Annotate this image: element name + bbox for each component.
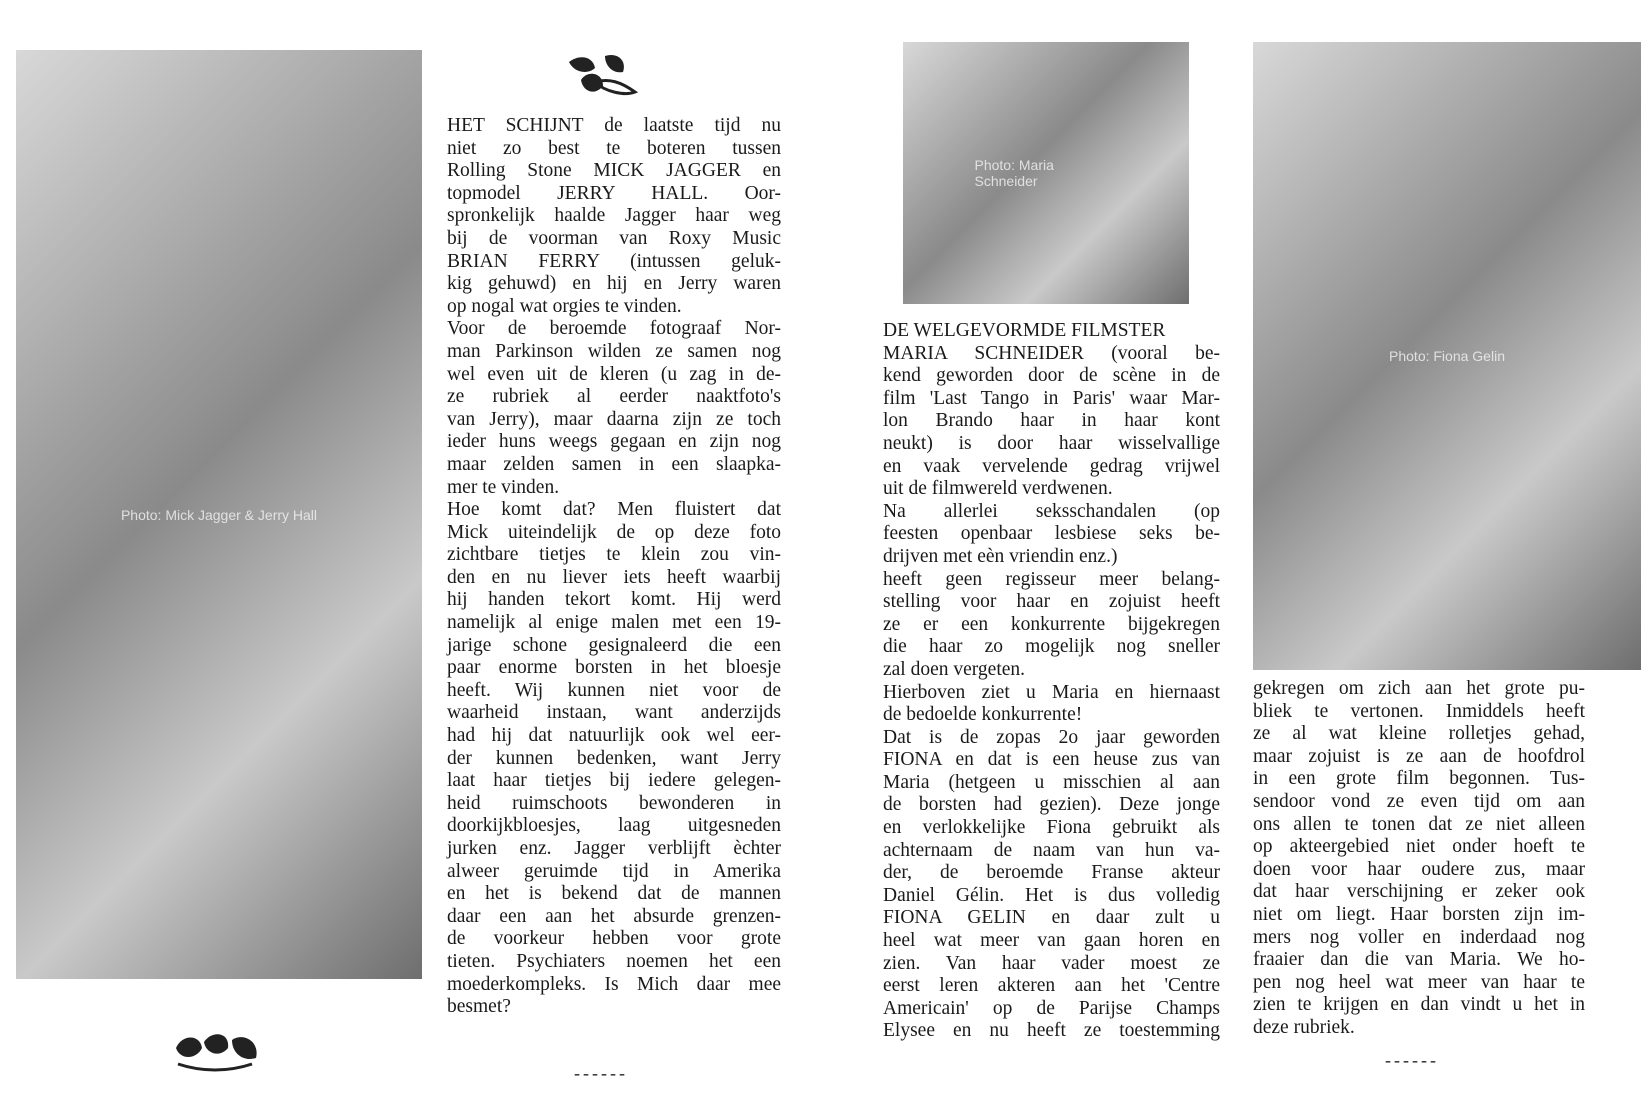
text-line: feesten openbaar lesbiese seks be-	[883, 523, 1220, 545]
text-line: MARIA SCHNEIDER (vooral be-	[883, 342, 1220, 364]
text-line: sendoor vond ze even tijd om aan	[1253, 790, 1585, 812]
text-line: Americain' op de Parijse Champs	[883, 997, 1220, 1019]
text-line: pen nog heel wat meer van haar te	[1253, 971, 1585, 993]
text-line: dat haar verschijning er zeker ook	[1253, 881, 1585, 903]
text-line: zien te krijgen en dan vindt u het in	[1253, 994, 1585, 1016]
text-line: DE WELGEVORMDE FILMSTER	[883, 320, 1166, 341]
text-line: zichtbare tietjes te klein zou vin-	[447, 544, 781, 566]
text-line: die haar zo mogelijk nog sneller	[883, 636, 1220, 658]
text-line: namelijk al enige malen met een 19-	[447, 612, 781, 634]
text-line: mer te vinden.	[447, 476, 560, 498]
text-line: de bedoelde konkurrente!	[883, 704, 1083, 726]
text-line: niet zo best te boteren tussen	[447, 137, 781, 159]
text-line: laat haar tietjes bij iedere gelegen-	[447, 770, 781, 792]
text-line: neukt) is door haar wisselvallige	[883, 432, 1220, 454]
text-line: FIONA GELIN en daar zult u	[883, 907, 1220, 929]
text-line: topmodel JERRY HALL. Oor-	[447, 182, 781, 204]
text-line: jarige schone gesignaleerd die een	[447, 634, 781, 656]
text-line: op nogal wat orgies te vinden.	[447, 295, 682, 317]
text-line: zal doen vergeten.	[883, 658, 1026, 680]
text-line: Voor de beroemde fotograaf Nor-	[447, 318, 781, 340]
article-column-1	[447, 115, 781, 1019]
leaf-ornament-top-icon	[565, 52, 641, 100]
text-line: ons allen te tonen dat ze niet alleen	[1253, 813, 1585, 835]
text-line: stelling voor haar en zojuist heeft	[883, 591, 1220, 613]
photo-maria-schneider	[903, 42, 1189, 304]
text-line: Dat is de zopas 2o jaar geworden	[883, 726, 1220, 748]
photo-fiona-gelin	[1253, 42, 1641, 670]
text-line: ze er een konkurrente bijgekregen	[883, 613, 1220, 635]
text-line: mers nog voller en inderdaad nog	[1253, 926, 1585, 948]
text-line: bliek te vertonen. Inmiddels heeft	[1253, 700, 1585, 722]
text-line: tieten. Psychiaters noemen het een	[447, 950, 781, 972]
article-column-2	[883, 320, 1220, 1043]
text-line: achternaam de naam van hun va-	[883, 839, 1220, 861]
text-line: de borsten had gezien). Deze jonge	[883, 794, 1220, 816]
text-line: had hij dat natuurlijk ook wel eer-	[447, 725, 781, 747]
text-line: van Jerry), maar daarna zijn ze toch	[447, 408, 781, 430]
text-line: en vaak vervelende gedrag vrijwel	[883, 455, 1220, 477]
text-line: Na allerlei seksschandalen (op	[883, 500, 1220, 522]
text-line: alweer geruimde tijd in Amerika	[447, 860, 781, 882]
text-line: moederkompleks. Is Mich daar mee	[447, 973, 781, 995]
text-line: kig gehuwd) en hij en Jerry waren	[447, 273, 781, 295]
text-line: bij de voorman van Roxy Music	[447, 227, 781, 249]
text-line: maar zojuist is ze aan de hoofdrol	[1253, 745, 1585, 767]
text-line: op akteergebied niet onder hoeft te	[1253, 836, 1585, 858]
text-line: man Parkinson wilden ze samen nog	[447, 340, 781, 362]
text-line: den en nu liever iets heeft waarbij	[447, 566, 781, 588]
text-line: hij handen tekort komt. Hij werd	[447, 589, 781, 611]
text-line: Maria (hetgeen u misschien al aan	[883, 771, 1220, 793]
text-line: HET SCHIJNT de laatste tijd nu	[447, 115, 781, 136]
photo-jagger-hall	[16, 50, 422, 979]
text-line: Daniel Gélin. Het is dus volledig	[883, 884, 1220, 906]
text-line: doorkijkbloesjes, laag uitgesneden	[447, 815, 781, 837]
text-line: drijven met eèn vriendin enz.)	[883, 545, 1118, 567]
text-line: wel even uit de kleren (u zag in de-	[447, 363, 781, 385]
text-line: heeft. Wij kunnen niet voor de	[447, 679, 781, 701]
text-line: en verlokkelijke Fiona gebruikt als	[883, 817, 1220, 839]
text-line: Mick uiteindelijk de op deze foto	[447, 521, 781, 543]
text-line: heid ruimschoots bewonderen in	[447, 792, 781, 814]
photo-caption: Photo: Maria Schneider	[974, 157, 1054, 189]
text-line: niet om liegt. Haar borsten zijn im-	[1253, 903, 1585, 925]
text-line: Hierboven ziet u Maria en hiernaast	[883, 681, 1220, 703]
text-line: eerst leren akteren aan het 'Centre	[883, 975, 1220, 997]
text-line: de voorkeur hebben voor grote	[447, 928, 781, 950]
text-line: maar zelden samen in een slaapka-	[447, 453, 781, 475]
separator: ------	[1385, 1050, 1439, 1070]
text-line: en het is bekend dat de mannen	[447, 883, 781, 905]
text-line: gekregen om zich aan het grote pu-	[1253, 678, 1585, 699]
text-line: uit de filmwereld verdwenen.	[883, 478, 1113, 500]
text-line: fraaier dan die van Maria. We ho-	[1253, 949, 1585, 971]
text-line: besmet?	[447, 996, 511, 1018]
text-line: spronkelijk haalde Jagger haar weg	[447, 205, 781, 227]
text-line: daar een aan het absurde grenzen-	[447, 905, 781, 927]
text-line: heeft geen regisseur meer belang-	[883, 568, 1220, 590]
text-line: ze al wat kleine rolletjes gehad,	[1253, 723, 1585, 745]
text-line: heel wat meer van gaan horen en	[883, 930, 1220, 952]
text-line: ze rubriek al eerder naaktfoto's	[447, 386, 781, 408]
text-line: Rolling Stone MICK JAGGER en	[447, 160, 781, 182]
text-line: jurken enz. Jagger verblijft èchter	[447, 838, 781, 859]
text-line: Hoe komt dat? Men fluistert dat	[447, 499, 781, 521]
text-line: waarheid instaan, want anderzijds	[447, 702, 781, 724]
text-line: in een grote film begonnen. Tus-	[1253, 768, 1585, 790]
text-line: ieder huns weegs gegaan en zijn nog	[447, 431, 781, 453]
text-line: lon Brando haar in haar kont	[883, 410, 1220, 432]
text-line: BRIAN FERRY (intussen geluk-	[447, 250, 781, 272]
text-line: deze rubriek.	[1253, 1016, 1355, 1038]
separator: ------	[574, 1063, 628, 1083]
article-column-3	[1253, 678, 1585, 1040]
photo-caption: Photo: Fiona Gelin	[1389, 348, 1505, 364]
text-line: FIONA en dat is een heuse zus van	[883, 749, 1220, 771]
leaf-ornament-bottom-icon	[172, 1028, 264, 1076]
text-line: Elysee en nu heeft ze toestemming	[883, 1020, 1220, 1042]
text-line: kend geworden door de scène in de	[883, 365, 1220, 387]
text-line: doen voor haar oudere zus, maar	[1253, 858, 1585, 880]
text-line: zien. Van haar vader moest ze	[883, 952, 1220, 974]
text-line: der, de beroemde Franse akteur	[883, 862, 1220, 884]
text-line: der kunnen bedenken, want Jerry	[447, 747, 781, 769]
photo-caption: Photo: Mick Jagger & Jerry Hall	[120, 506, 318, 523]
text-line: film 'Last Tango in Paris' waar Mar-	[883, 387, 1220, 409]
text-line: paar enorme borsten in het bloesje	[447, 657, 781, 679]
